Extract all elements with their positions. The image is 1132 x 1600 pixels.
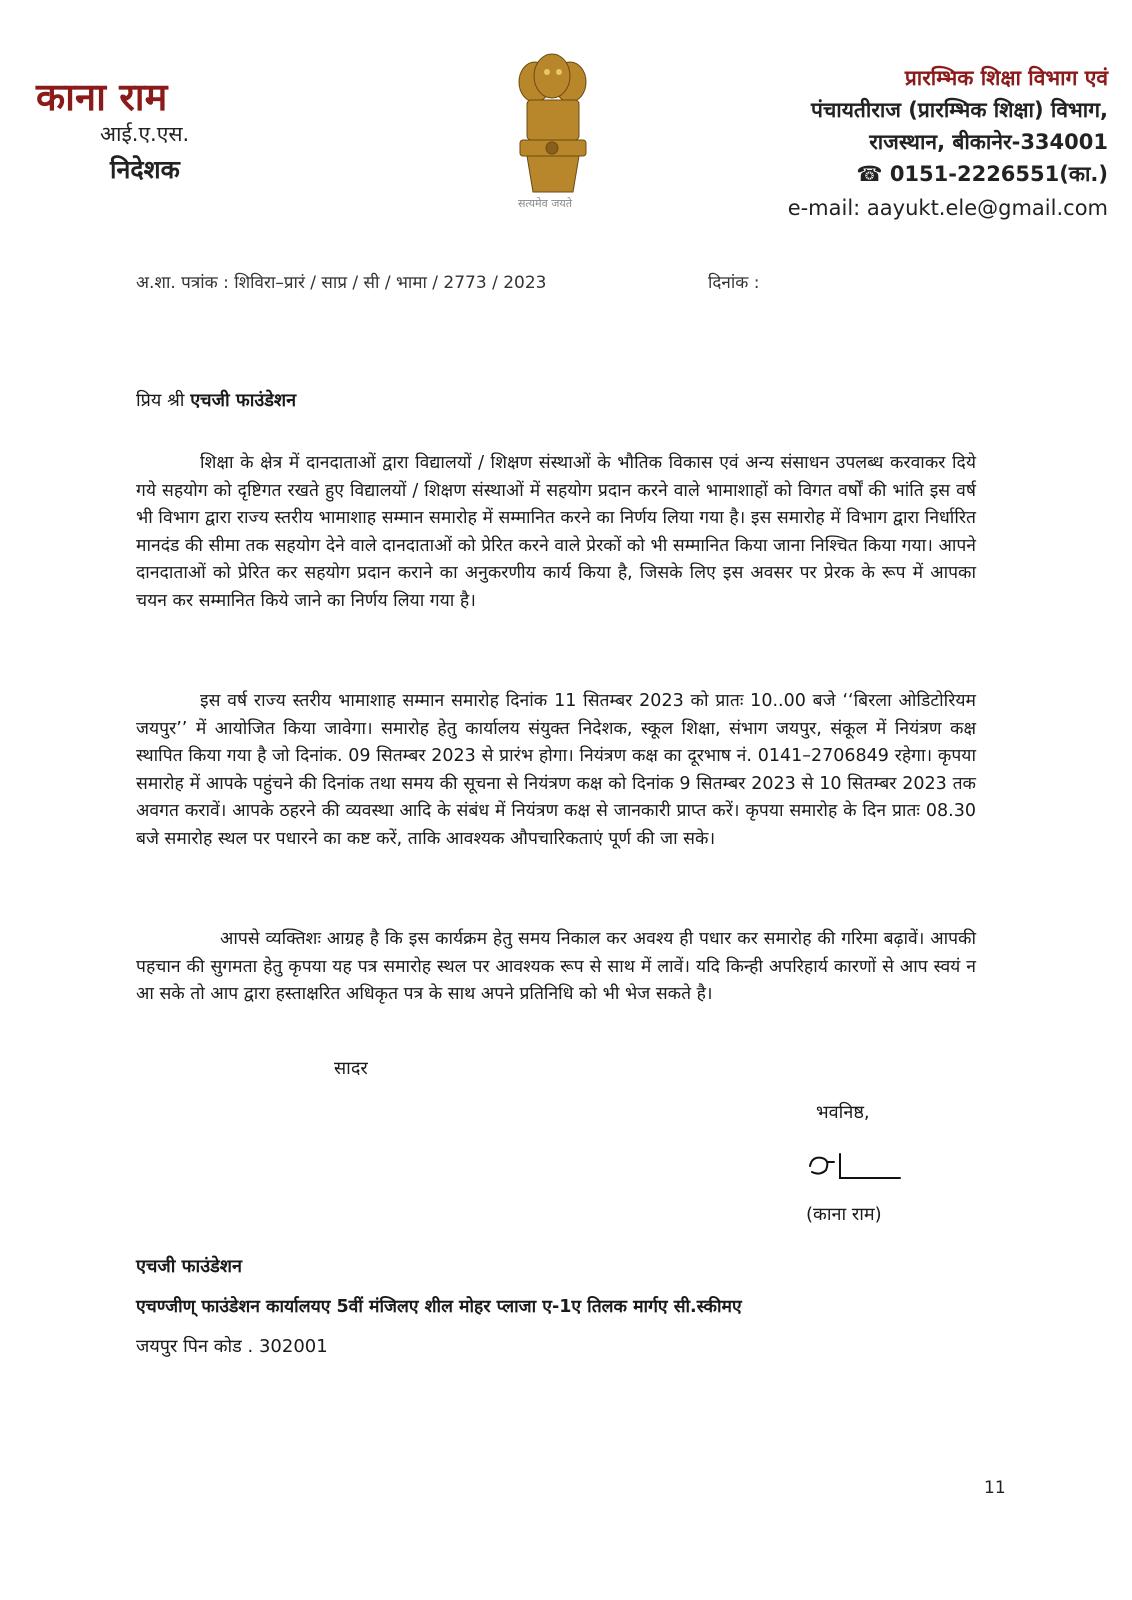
national-emblem [505, 52, 600, 217]
department-line-3: राजस्थान, बीकानेर-334001 [869, 130, 1108, 154]
signature-icon [800, 1148, 910, 1188]
signature [800, 1148, 910, 1188]
salutation-prefix: प्रिय श्री [136, 390, 185, 411]
email-address: e-mail: aayukt.ele@gmail.com [787, 196, 1108, 220]
department-line-1: प्रारम्भिक शिक्षा विभाग एवं [904, 66, 1108, 90]
signatory-name: (काना राम) [806, 1204, 882, 1225]
letter-number: अ.शा. पत्रांक : शिविरा–प्रारं / साप्र / सी / भामा / 2773 / 2023 [136, 273, 547, 293]
page-number: 11 [984, 1478, 1006, 1498]
recipient-address-line-1: एचण्जीण् फाउंडेशन कार्यालयए 5वीं मंजिलए शील मोहर प्लाजा ए-1ए तिलक मार्गए सी.स्कीमए [136, 1297, 742, 1317]
reference-row [136, 270, 996, 293]
emblem-motto: सत्यमेव जयते [518, 197, 573, 210]
department-block [668, 62, 1108, 190]
officer-name: काना राम [36, 75, 168, 119]
paragraph-2: इस वर्ष राज्य स्तरीय भामाशाह सम्मान समारोह दिनांक 11 सितम्बर 2023 को प्रातः 10..00 बजे ‘‘बिरला ओडिटोरियम जयपुर’’ में आयोजित किया जावेगा। समारोह हेतु कार्यालय संयुक्त निदेशक, स्कूल शिक्षा, संभाग जयपुर, संकूल में नियंत्रण कक्ष स्थापित किया गया है जो दिनांक. 09 सितम्बर 2023 से प्रारंभ होगा। नियंत्रण कक्ष का दूरभाष नं. 0141–2706849 रहेगा। कृपया समारोह में आपके पहुंचने की दिनांक तथा समय की सूचना से नियंत्रण कक्ष को दिनांक 9 सितम्बर 2023 से 10 सितम्बर 2023 तक अवगत करावें। आपके ठहरने की व्यवस्था आदि के संबंध में नियंत्रण कक्ष से जानकारी प्राप्त करें। कृपया समारोह के दिन प्रातः 08.30 बजे समारोह स्थल पर पधारने का कष्ट करें, ताकि आवश्यक औपचारिकताएं पूर्ण की जा सके। [136, 691, 976, 849]
phone-icon: ☎ [856, 162, 890, 186]
paragraph-1: शिक्षा के क्षेत्र में दानदाताओं द्वारा विद्यालयों / शिक्षण संस्थाओं के भौतिक विकास एवं अन्य संसाधन उपलब्ध करवाकर दिये गये सहयोग को दृष्टिगत रखते हुए विद्यालयों / शिक्षण संस्थाओं में सहयोग प्रदान करने वाले भामाशाहों को विगत वर्षों की भांति इस वर्ष भी विभाग द्वारा राज्य स्तरीय भामाशाह सम्मान समारोह में सम्मानित करने का निर्णय लिया गया है। इस समारोह में विभाग द्वारा निर्धारित मानदंड की सीमा तक सहयोग देने वाले दानदाताओं को प्रेरित करने वाले प्रेरकों को भी सम्मानित किया जाना निश्चित किया गया। आपने दानदाताओं को प्रेरित कर सहयोग प्रदान कराने का अनुकरणीय कार्य किया है, जिसके लिए इस अवसर पर प्रेरक के रूप में आपका चयन कर सम्मानित किये जाने का निर्णय लिया गया है। [136, 453, 976, 611]
phone-row [668, 158, 1108, 190]
salutation [136, 388, 296, 412]
recipient-address-line-2: जयपुर पिन कोड . 302001 [136, 1336, 328, 1357]
date-label: दिनांक : [708, 273, 760, 293]
closing-bhavnishth: भवनिष्ठ, [816, 1102, 870, 1123]
phone-number: 0151-2226551(का.) [889, 162, 1108, 186]
paragraph-3: आपसे व्यक्तिशः आग्रह है कि इस कार्यक्रम हेतु समय निकाल कर अवश्य ही पधार कर समारोह की गरिमा बढ़ावें। आपकी पहचान की सुगमता हेतु कृपया यह पत्र समारोह स्थल पर आवश्यक रूप से साथ में लावें। यदि किन्ही अपरिहार्य कारणों से आप स्वयं न आ सके तो आप द्वारा हस्ताक्षरित अधिकृत पत्र के साथ अपने प्रतिनिधि को भी भेज सकते है। [136, 929, 976, 1004]
department-line-2: पंचायतीराज (प्रारम्भिक शिक्षा) विभाग, [811, 98, 1108, 122]
lion-capital-icon [505, 52, 600, 217]
closing-sadar: सादर [334, 1058, 368, 1079]
recipient-name: एचजी फाउंडेशन [136, 1256, 242, 1277]
officer-designation: निदेशक [110, 155, 180, 184]
salutation-name: एचजी फाउंडेशन [190, 390, 297, 411]
officer-service: आई.ए.एस. [100, 122, 190, 146]
